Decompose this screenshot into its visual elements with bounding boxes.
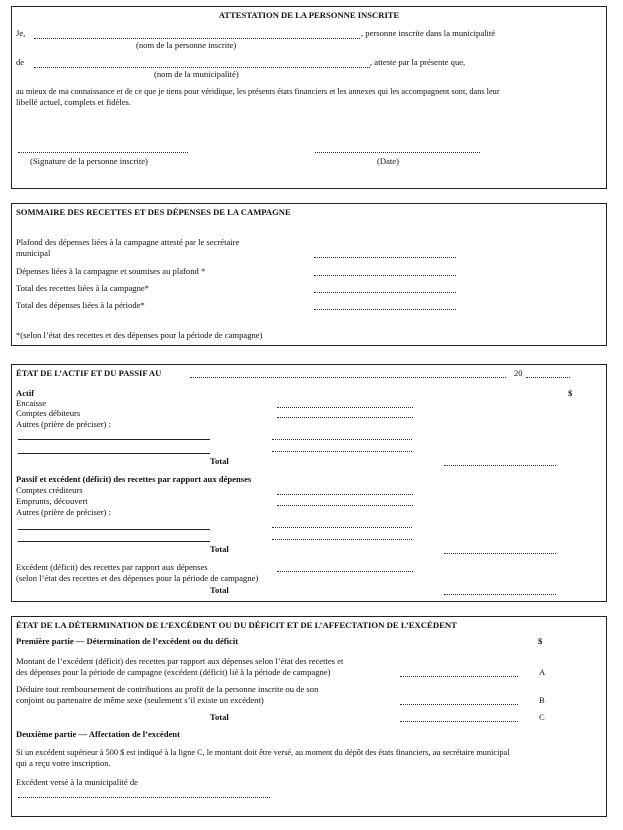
autres-passif-line-2[interactable] — [18, 541, 210, 542]
etat-actif-title: ÉTAT DE L’ACTIF ET DU PASSIF AU — [16, 368, 162, 378]
etat-date-field[interactable] — [190, 377, 506, 378]
year-field[interactable] — [526, 377, 570, 378]
verse-label: Excédent versé à la municipalité de — [16, 777, 138, 787]
emprunts-label: Emprunts, découvert — [16, 496, 88, 506]
part2-heading: Deuxième partie — Affectation de l’excédent — [16, 729, 180, 739]
letter-c: C — [539, 712, 545, 722]
comptes-crediteurs-label: Comptes créditeurs — [16, 485, 83, 495]
excedent-total-label: Total — [210, 585, 229, 595]
determination-title: ÉTAT DE LA DÉTERMINATION DE L’EXCÉDENT OU DU DÉFICIT ET DE L’AFFECTATION DE L’EXCÉDENT — [16, 620, 457, 630]
sommaire-title: SOMMAIRE DES RECETTES ET DES DÉPENSES DE LA CAMPAGNE — [16, 207, 291, 217]
autres-actif-line-2[interactable] — [18, 453, 210, 454]
total-recettes-field[interactable] — [314, 292, 456, 293]
part2-line2: qui a reçu votre inscription. — [16, 758, 111, 768]
emprunts-field[interactable] — [277, 505, 413, 506]
montant-b-field[interactable] — [400, 704, 518, 705]
comptes-debiteurs-field[interactable] — [277, 417, 413, 418]
passif-total-label: Total — [210, 544, 229, 554]
attestation-statement-line2: libellé actuel, complets et fidèles. — [16, 97, 132, 107]
autres-passif-field-1[interactable] — [272, 527, 412, 528]
date-caption: (Date) — [377, 156, 399, 166]
montant-c-field[interactable] — [400, 721, 518, 722]
montant-label-line1: Montant de l’excédent (déficit) des recettes par rapport aux dépenses selon l’état des recettes et — [16, 656, 344, 666]
nom-personne-caption: (nom de la personne inscrite) — [136, 40, 237, 50]
autres-actif-field-1[interactable] — [272, 439, 412, 440]
personne-inscrite-suffix: , personne inscrite dans la municipalité — [361, 28, 496, 38]
attestation-section — [11, 6, 607, 189]
autres2-label: Autres (prière de préciser) : — [16, 507, 111, 517]
nom-municipalite-caption: (nom de la municipalité) — [154, 69, 239, 79]
plafond-label-line2: municipal — [16, 248, 51, 258]
letter-b: B — [539, 695, 545, 705]
de-label: de — [16, 57, 25, 67]
part1-heading: Première partie — Détermination de l’excédent ou du déficit — [16, 636, 239, 646]
excedent-total-field[interactable] — [444, 594, 556, 595]
verse-municipalite-field[interactable] — [18, 797, 270, 798]
autres-passif-line-1[interactable] — [18, 529, 210, 530]
actif-heading: Actif — [16, 388, 35, 398]
total-depenses-label: Total des dépenses liées à la période* — [16, 300, 145, 310]
nom-personne-field[interactable] — [34, 38, 360, 39]
plafond-label-line1: Plafond des dépenses liées à la campagne attesté par le secrétaire — [16, 237, 240, 247]
atteste-suffix: , atteste par la présente que, — [370, 57, 466, 67]
je-label: Je, — [16, 28, 26, 38]
autres-label: Autres (prière de préciser) : — [16, 419, 111, 429]
passif-total-field[interactable] — [444, 553, 556, 554]
date-field[interactable] — [315, 152, 480, 153]
autres-actif-line-1[interactable] — [18, 439, 210, 440]
etat-actif-section — [11, 364, 607, 602]
excedent-label-line1: Excédent (déficit) des recettes par rapport aux dépenses — [16, 562, 208, 572]
passif-heading: Passif et excédent (déficit) des recettes par rapport aux dépenses — [16, 474, 252, 484]
nom-municipalite-field[interactable] — [34, 67, 370, 68]
actif-dollar: $ — [568, 388, 573, 398]
montant-label-line2: des dépenses pour la période de campagne (excédent (déficit) lié à la période de campagne) — [16, 667, 331, 677]
autres-passif-field-2[interactable] — [272, 539, 412, 540]
part2-line1: Si un excédent supérieur à 500 $ est indiqué à la ligne C, le montant doit être versé, au moment du dépôt des états financiers, au secrétaire municipal — [16, 748, 510, 757]
attestation-title: ATTESTATION DE LA PERSONNE INSCRITE — [218, 10, 400, 20]
year-prefix: 20 — [514, 368, 523, 378]
montant-a-field[interactable] — [400, 676, 518, 677]
attestation-statement-line1: au mieux de ma connaissance et de ce que je tiens pour véridique, les présents états financiers et les annexes qui les accompagnent sont, dans leur — [16, 87, 500, 96]
letter-a: A — [539, 667, 546, 677]
sommaire-note: *(selon l’état des recettes et des dépenses pour la période de campagne) — [16, 330, 263, 340]
encaisse-label: Encaisse — [16, 398, 47, 408]
deduire-label-line2: conjoint ou partenaire de même sexe (seulement s’il existe un excédent) — [16, 695, 264, 705]
actif-total-label: Total — [210, 456, 229, 466]
total-recettes-label: Total des recettes liées à la campagne* — [16, 283, 150, 293]
determination-total-label: Total — [210, 712, 229, 722]
excedent-field[interactable] — [277, 571, 413, 572]
autres-actif-field-2[interactable] — [272, 451, 412, 452]
depenses-plafond-label: Dépenses liées à la campagne et soumises au plafond * — [16, 266, 206, 276]
deduire-label-line1: Déduire tout remboursement de contributions au profit de la personne inscrite ou de son — [16, 684, 319, 694]
part1-dollar: $ — [538, 636, 543, 646]
comptes-debiteurs-label: Comptes débiteurs — [16, 408, 81, 418]
plafond-field[interactable] — [314, 257, 456, 258]
depenses-plafond-field[interactable] — [314, 275, 456, 276]
actif-total-field[interactable] — [444, 465, 556, 466]
comptes-crediteurs-field[interactable] — [277, 494, 413, 495]
signature-caption: (Signature de la personne inscrite) — [30, 156, 148, 166]
signature-field[interactable] — [18, 152, 188, 153]
excedent-label-line2: (selon l’état des recettes et des dépenses pour la période de campagne) — [16, 573, 259, 583]
total-depenses-field[interactable] — [314, 309, 456, 310]
encaisse-field[interactable] — [277, 407, 413, 408]
determination-section — [11, 616, 607, 817]
sommaire-section — [11, 203, 607, 346]
